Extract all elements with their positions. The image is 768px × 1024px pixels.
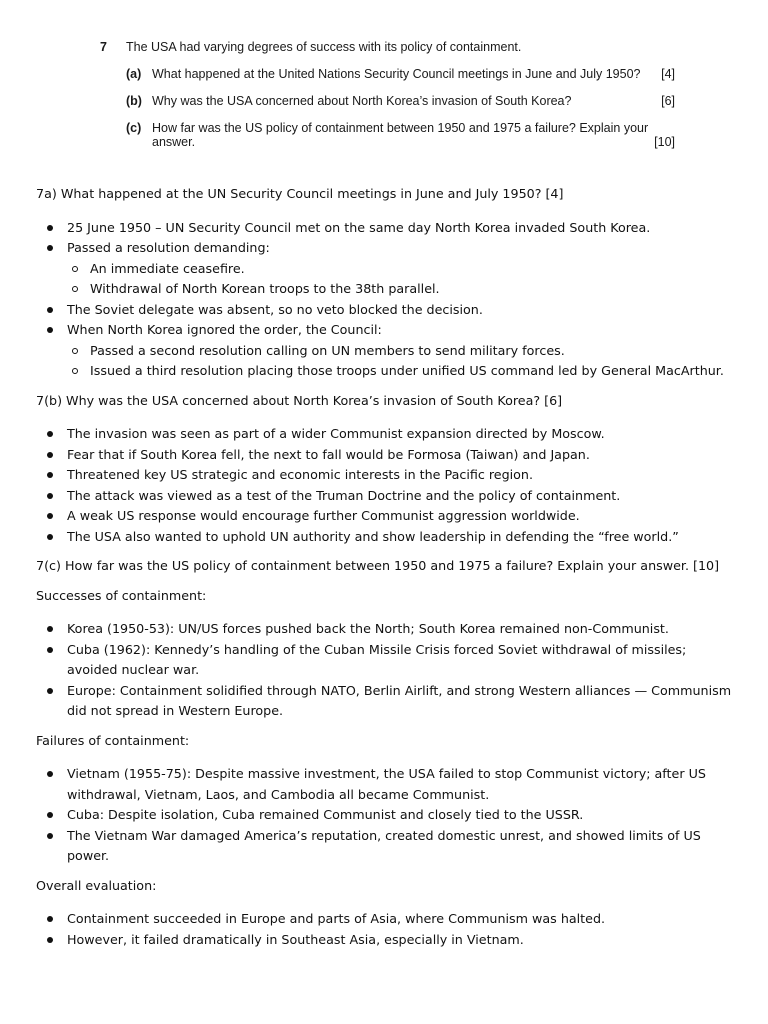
list-item: [36, 300, 736, 321]
list-item: However, it failed dramatically in Southeast Asia, especially in Vietnam.: [36, 930, 736, 951]
part-text: Why was the USA concerned about North Korea’s invasion of South Korea?: [152, 94, 572, 108]
answer-a-heading: 7a) What happened at the UN Security Council meetings in June and July 1950? [4]: [36, 186, 564, 201]
list-item: The USA also wanted to uphold UN authority and show leadership in defending the “free world.”: [36, 527, 736, 548]
sub-list-item: Passed a second resolution calling on UN members to send military forces.: [67, 341, 736, 362]
sub-list-item: Withdrawal of North Korean troops to the 38th parallel.: [67, 279, 736, 300]
list-item: Containment succeeded in Europe and parts of Asia, where Communism was halted.: [36, 909, 736, 930]
list-item: [36, 320, 736, 382]
answer-a-list: [36, 218, 736, 382]
list-item: Fear that if South Korea fell, the next to fall would be Formosa (Taiwan) and Japan.: [36, 445, 736, 466]
successes-heading: Successes of containment:: [36, 587, 207, 603]
part-marks: [6]: [661, 94, 675, 108]
failures-list: [36, 764, 736, 867]
question-part-b: [126, 94, 675, 108]
part-label: (b): [126, 94, 142, 108]
question-stem-row: [100, 40, 675, 54]
part-marks: [4]: [661, 67, 675, 81]
successes-list: [36, 619, 736, 722]
list-item: A weak US response would encourage further Communist aggression worldwide.: [36, 506, 736, 527]
part-text-line-1: How far was the US policy of containment between 1950 and 1975 a failure? Explain your: [152, 121, 649, 135]
list-item: The Vietnam War damaged America’s reputation, created domestic unrest, and showed limits of US power.: [36, 826, 736, 867]
part-text: What happened at the United Nations Security Council meetings in June and July 1950?: [152, 67, 641, 81]
part-label: (a): [126, 67, 142, 81]
answers: [36, 184, 736, 950]
question-number: 7: [100, 40, 107, 54]
question-part-a: [126, 67, 675, 81]
sub-list-item: Issued a third resolution placing those troops under unified US command led by General MacArthur.: [67, 361, 736, 382]
list-item: Threatened key US strategic and economic interests in the Pacific region.: [36, 465, 736, 486]
list-item-text: 25 June 1950 – UN Security Council met on the same day North Korea invaded South Korea.: [67, 219, 651, 235]
part-text-line-2: answer.: [152, 135, 196, 149]
sub-list: [67, 341, 736, 382]
part-label: (c): [126, 121, 142, 135]
question-part-c: [126, 121, 675, 149]
answer-b-list: [36, 424, 736, 547]
list-item: The attack was viewed as a test of the Truman Doctrine and the policy of containment.: [36, 486, 736, 507]
overall-heading: Overall evaluation:: [36, 877, 157, 893]
sub-list-item: An immediate ceasefire.: [67, 259, 736, 280]
list-item-text: Passed a resolution demanding:: [67, 240, 270, 255]
list-item: Cuba (1962): Kennedy’s handling of the Cuban Missile Crisis forced Soviet withdrawal of missiles; avoided nuclear war.: [36, 640, 736, 681]
list-item: Cuba: Despite isolation, Cuba remained Communist and closely tied to the USSR.: [36, 805, 736, 826]
failures-heading: Failures of containment:: [36, 732, 190, 748]
list-item: [36, 218, 736, 239]
answer-c-heading: 7(c) How far was the US policy of containment between 1950 and 1975 a failure? Explain your answer. [10]: [36, 558, 720, 573]
part-marks: [10]: [654, 135, 675, 149]
list-item-text: When North Korea ignored the order, the Council:: [67, 322, 382, 337]
list-item: [36, 238, 736, 300]
answer-b-heading: 7(b) Why was the USA concerned about North Korea’s invasion of South Korea? [6]: [36, 392, 563, 408]
exam-question-block: [100, 40, 675, 149]
overall-list: [36, 909, 736, 950]
list-item: Europe: Containment solidified through NATO, Berlin Airlift, and strong Western alliances — Communism did not spread in Western Europe.: [36, 681, 736, 722]
list-item: Korea (1950-53): UN/US forces pushed back the North; South Korea remained non-Communist.: [36, 619, 736, 640]
list-item: Vietnam (1955-75): Despite massive investment, the USA failed to stop Communist victory; after US withdrawal, Vietnam, Laos, and Cambodia all became Communist.: [36, 764, 736, 805]
list-item-text: The Soviet delegate was absent, so no veto blocked the decision.: [67, 301, 483, 317]
question-stem: The USA had varying degrees of success with its policy of containment.: [126, 40, 522, 54]
list-item: The invasion was seen as part of a wider Communist expansion directed by Moscow.: [36, 424, 736, 445]
sub-list: [67, 259, 736, 300]
